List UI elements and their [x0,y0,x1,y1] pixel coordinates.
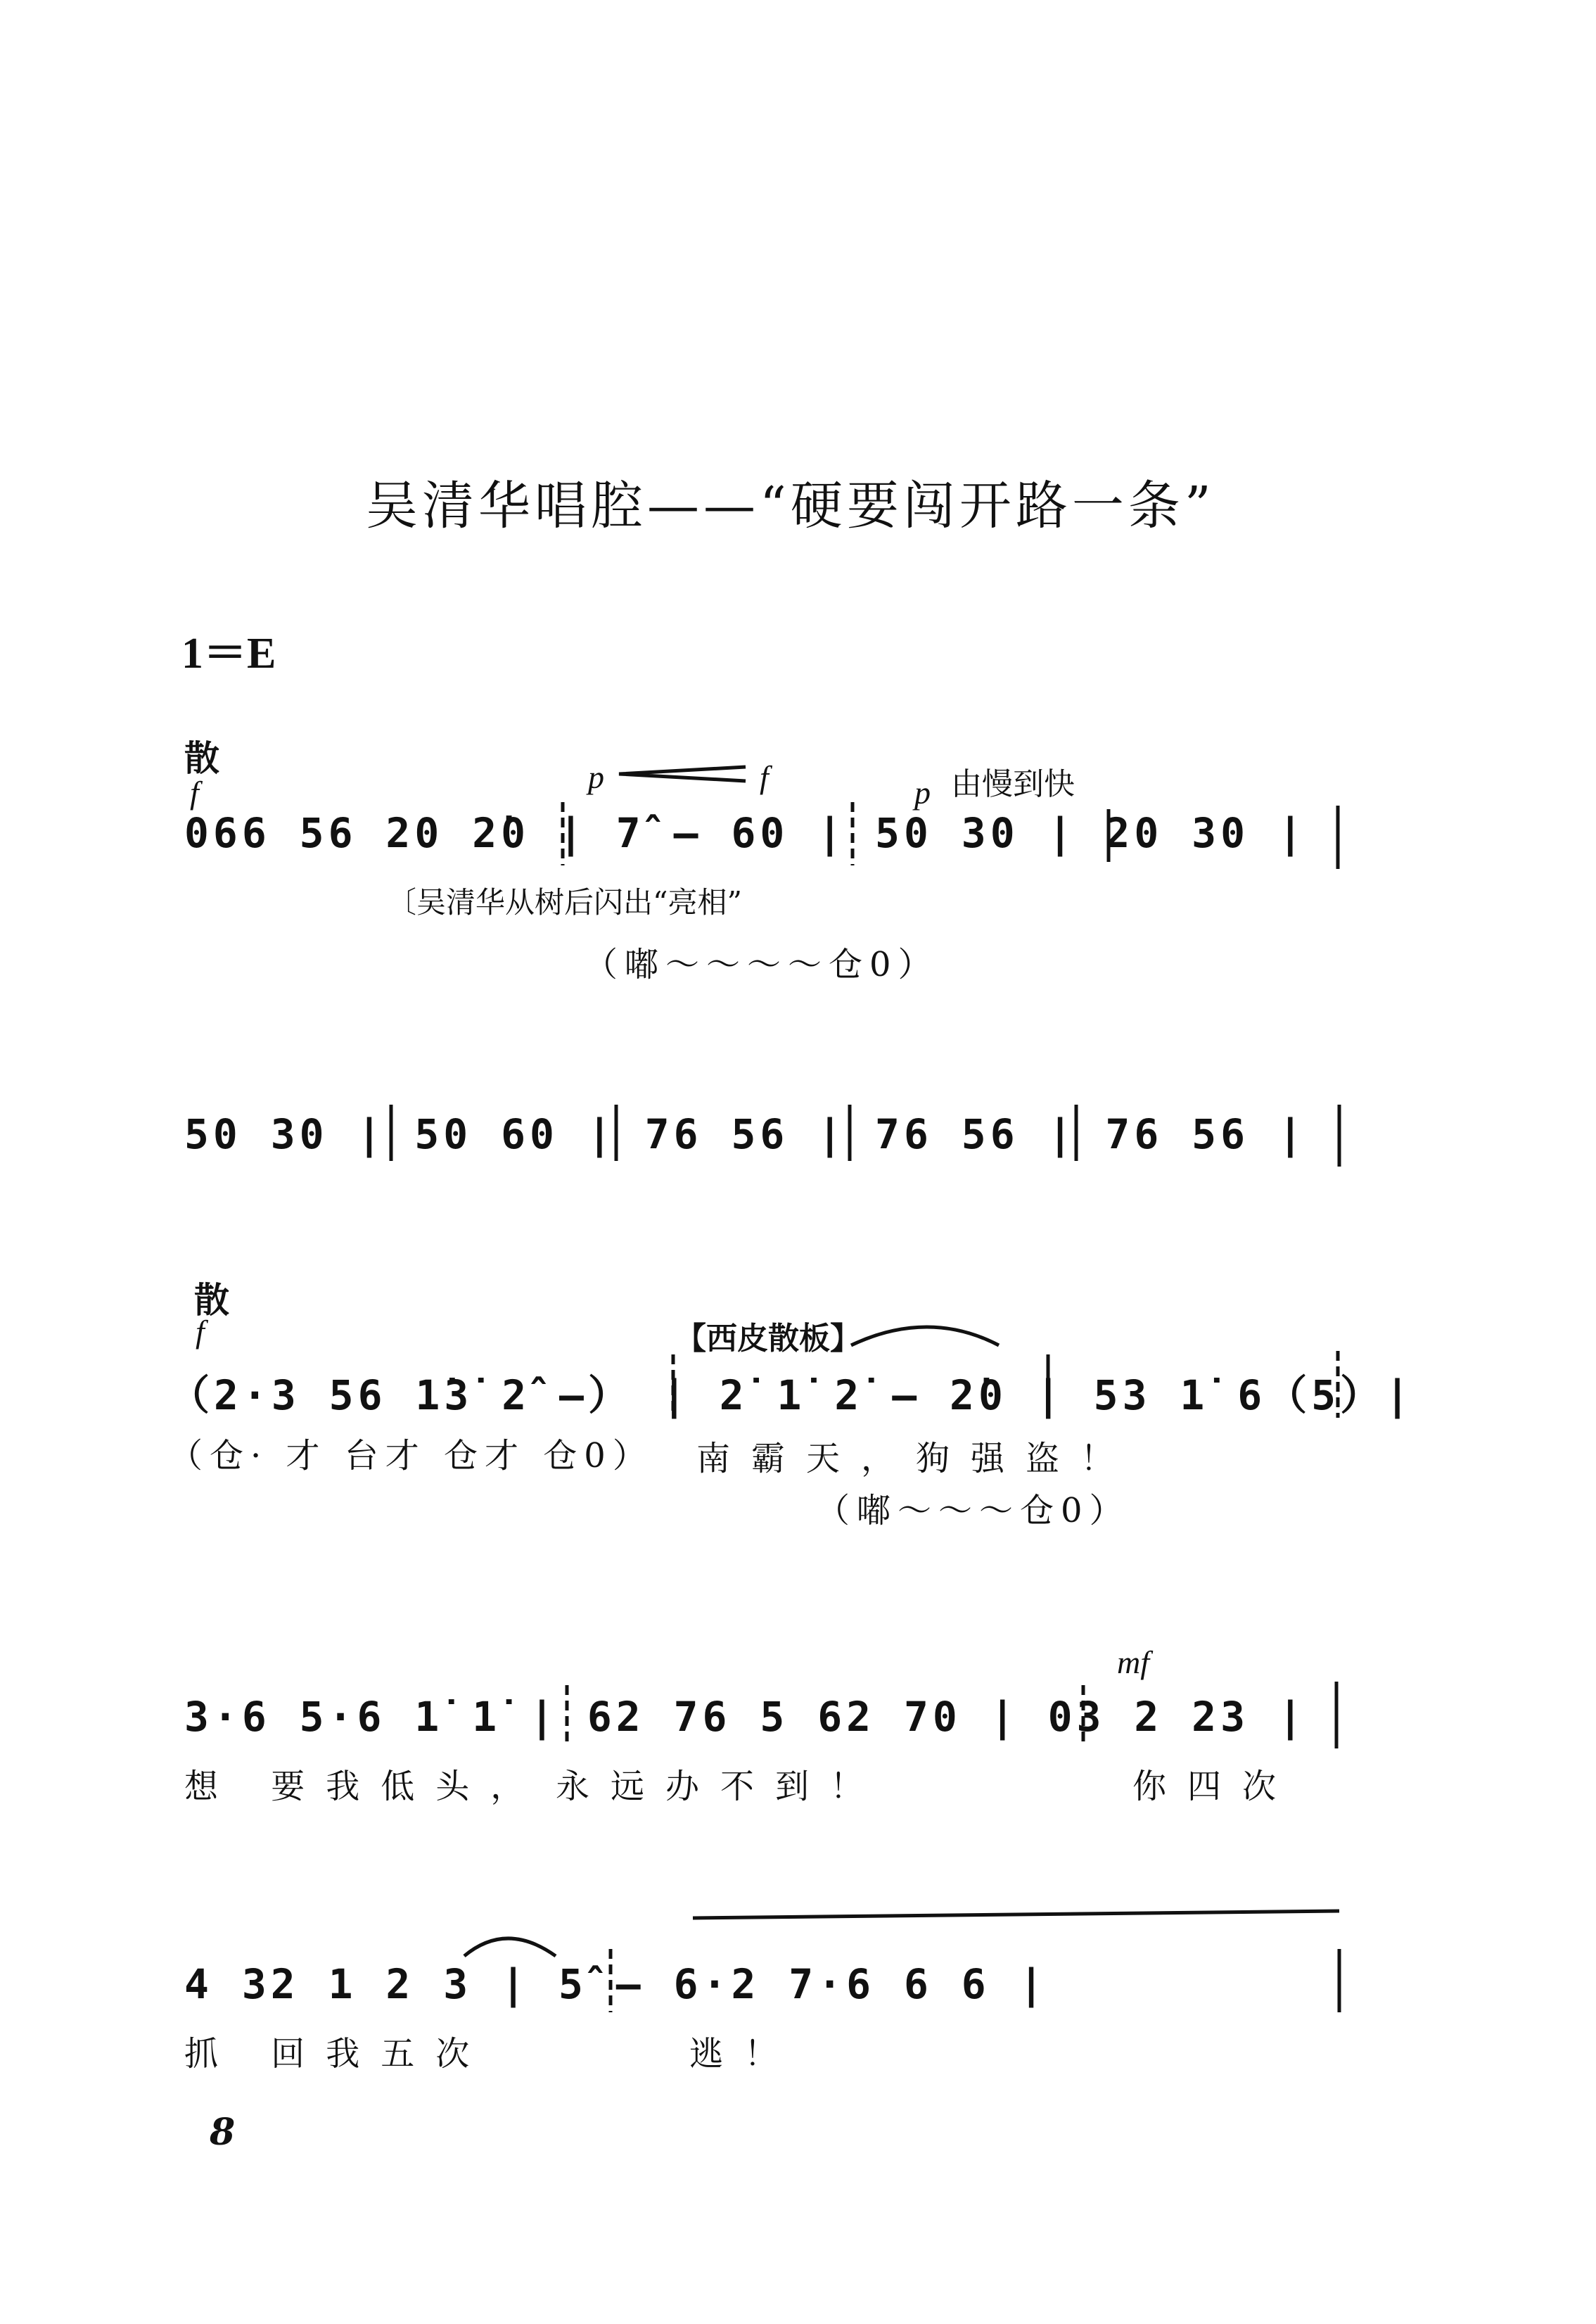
key-signature: 1＝E [181,630,276,678]
lyrics-line: 南霸天，狗强盗！ [696,1439,1136,1478]
hairpin-end: f [760,759,769,795]
page-title: 吴清华唱腔——“硬要闯开路一条” [366,476,1215,536]
stage-direction: 〔吴清华从树后闪出“亮相” [387,885,742,920]
slur [851,1327,999,1345]
percussion-line: （仓· 才 台才 仓才 仓0） [169,1436,653,1475]
dynamic-mark: p [914,775,931,811]
tempo-change: 由慢到快 [951,766,1075,802]
percussion-line: （嘟～～～仓0） [816,1491,1130,1530]
section-label: 【西皮散板】 [675,1321,861,1357]
notation-line: 50 30 | 50 60 | 76 56 | 76 56 | 76 56 | [184,1110,1307,1158]
lyrics-line: 你四次 [1132,1767,1298,1806]
slur [464,1938,556,1956]
notation-line: 4 32 1 2 3 | 5̂ – 6·2 7·6 6 6 | [184,1960,1048,2008]
lyrics-line: 逃！ [689,2034,800,2074]
dynamic-mark: f [196,1314,205,1350]
dynamic-mark: mf [1117,1644,1149,1680]
notation-line: （2·3 56 1̇3̇ 2̂ –） | 2̇ 1̇ 2̇ – 2̇0 | 53 1̇ 6（5）| [169,1371,1415,1419]
hairpin-start: p [588,759,604,795]
extension-line [693,1911,1339,1918]
dynamic-mark: f [190,775,199,811]
page-number: 8 [210,2111,236,2154]
tempo-mark: 散 [194,1279,229,1321]
lyrics-line: 永远办不到！ [556,1767,886,1806]
lyrics-line: 抓 回我五次 [184,2034,491,2074]
notation-line: 3·6 5·6 1̇ 1̇ | 62 76 5 62 70 | 03 2 23 | [184,1693,1307,1741]
percussion-line: （嘟～～～～仓0） [584,945,939,984]
tempo-mark: 散 [184,737,219,779]
crescendo-hairpin [619,767,746,781]
notation-line: 066 56 20 2̇0 | 7̂ – 60 | 50 30 | 20 30 | [184,809,1307,857]
lyrics-line: 想 要我低头， [184,1767,546,1806]
